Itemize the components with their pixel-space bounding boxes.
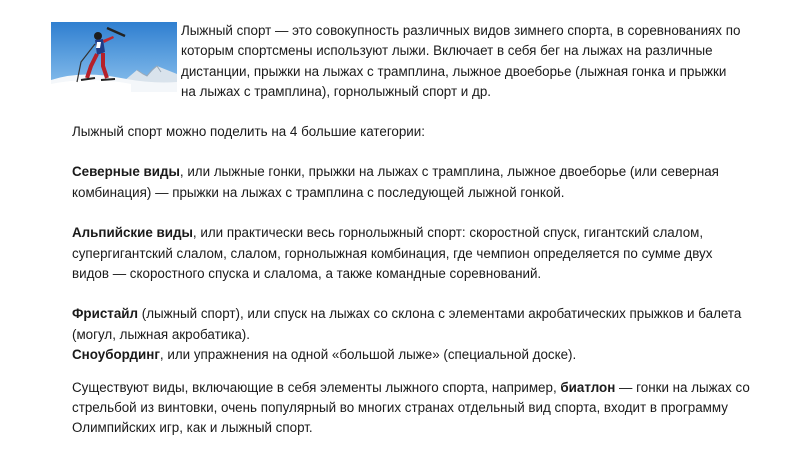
snowboard-paragraph (72, 345, 752, 365)
snowboard-text: , или упражнения на одной «большой лыже» (специальной доске). (159, 347, 577, 363)
categories-intro: Лыжный спорт можно поделить на 4 большие категории: (72, 124, 425, 139)
biathlon-before: Существуют виды, включающие в себя элементы лыжного спорта, например, (72, 379, 561, 395)
snowboard-term: Сноубординг (72, 347, 160, 363)
freestyle-term: Фристайл (72, 306, 139, 322)
freestyle-paragraph (72, 304, 752, 345)
intro-text: Лыжный спорт — это совокупность различных видов зимнего спорта, в соревнованиях по которым спортсмены используют лыжи. Включает в себя бег на лыжах на различные дистанции, прыжки на лыжах с трамплина, лыжное двоеборье (лыжная гонка и прыжки на лыжах с трамплина), горнолыжный спорт и др. (181, 23, 741, 100)
nordic-text: , или лыжные гонки, прыжки на лыжах с трамплина, лыжное двоеборье (или северная комбинация) — прыжки на лыжах с трамплина с последующей лыжной гонкой. (72, 164, 719, 200)
intro-paragraph (181, 21, 741, 103)
alpine-text: , или практически весь горнолыжный спорт: скоростной спуск, гигантский слалом, супергигантский слалом, слалом, горнолыжная комбинация, где чемпион определяется по сумме двух видов — скоростного спуска и слалома, а также командные соревнований. (72, 225, 713, 282)
skier-photo (51, 22, 177, 92)
nordic-term: Северные виды (72, 164, 180, 180)
biathlon-after: — гонки на лыжах со стрельбой из винтовки, очень популярный во многих странах отдельный вид спорта, входит в программу Олимпийских игр, как и лыжный спорт. (72, 379, 750, 436)
biathlon-term: биатлон (560, 379, 616, 395)
alpine-term: Альпийские виды (72, 225, 193, 241)
freestyle-text: (лыжный спорт), или спуск на лыжах со склона с элементами акробатических прыжков и балета (могул, лыжная акробатика). (72, 306, 742, 342)
alpine-paragraph (72, 223, 752, 284)
categories-section (72, 122, 752, 439)
biathlon-paragraph (72, 378, 752, 439)
skier-photo-icon (51, 22, 177, 92)
nordic-paragraph (72, 162, 752, 203)
